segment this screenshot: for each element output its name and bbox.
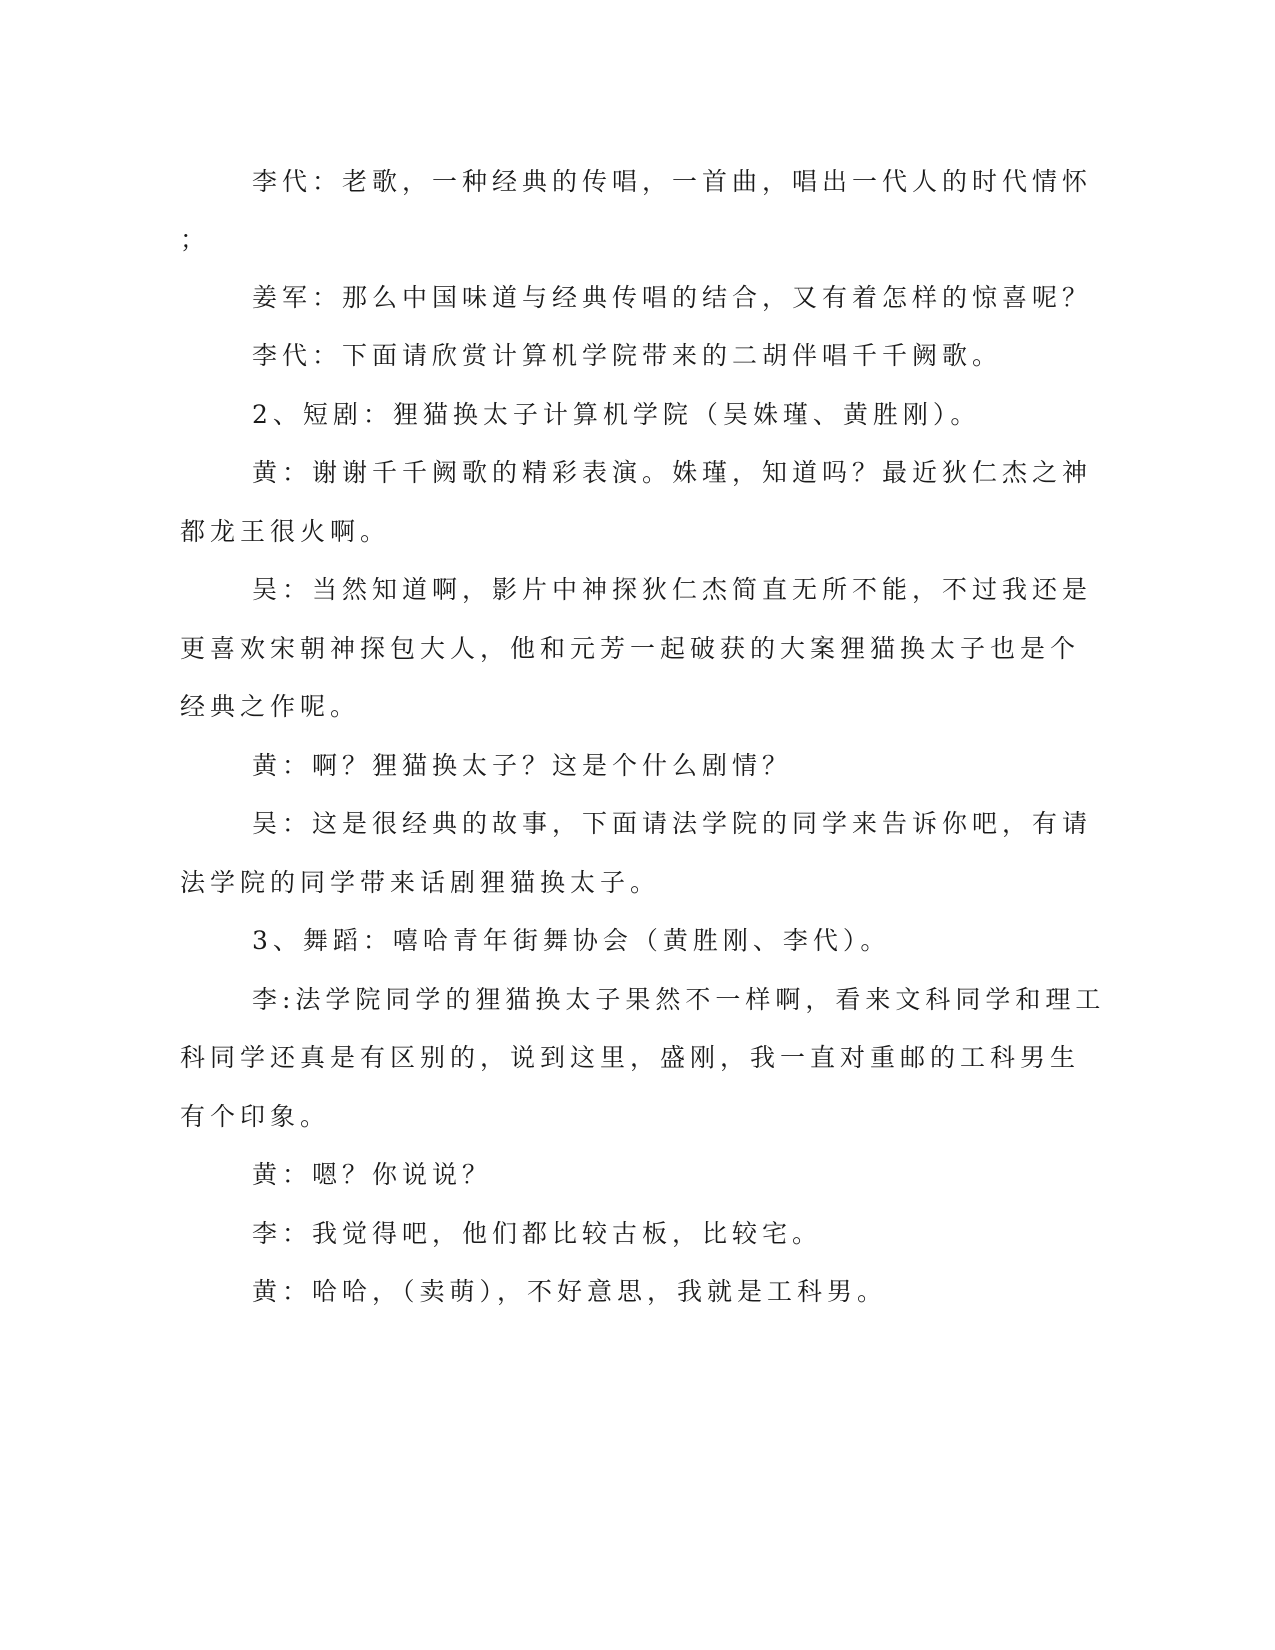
section-heading: 3、舞蹈：嘻哈青年街舞协会（黄胜刚、李代）。 [252, 926, 891, 955]
text-line: 有个印象。 [180, 1102, 331, 1131]
text-line: 李代：老歌，一种经典的传唱，一首曲，唱出一代人的时代情怀 [252, 167, 1093, 196]
text-line: ； [180, 225, 211, 254]
text-line: 都龙王很火啊。 [180, 517, 391, 546]
text-line: 李:法学院同学的狸猫换太子果然不一样啊，看来文科同学和理工 [252, 985, 1106, 1014]
text-line: 经典之作呢。 [180, 692, 361, 721]
text-line: 更喜欢宋朝神探包大人，他和元芳一起破获的大案狸猫换太子也是个 [180, 634, 1081, 663]
text-line: 李：我觉得吧，他们都比较古板，比较宅。 [252, 1219, 823, 1248]
text-line: 李代：下面请欣赏计算机学院带来的二胡伴唱千千阙歌。 [252, 341, 1003, 370]
text-line: 科同学还真是有区别的，说到这里，盛刚，我一直对重邮的工科男生 [180, 1043, 1081, 1072]
text-line: 法学院的同学带来话剧狸猫换太子。 [180, 868, 661, 897]
text-line: 吴：这是很经典的故事，下面请法学院的同学来告诉你吧，有请 [252, 809, 1093, 838]
section-heading: 2、短剧：狸猫换太子计算机学院（吴姝瑾、黄胜刚）。 [252, 400, 981, 429]
text-line: 吴：当然知道啊，影片中神探狄仁杰简直无所不能，不过我还是 [252, 575, 1093, 604]
text-line: 黄：哈哈，（卖萌），不好意思，我就是工科男。 [252, 1277, 888, 1306]
text-line: 黄：啊？狸猫换太子？这是个什么剧情？ [252, 751, 793, 780]
text-line: 黄：嗯？你说说？ [252, 1160, 493, 1189]
text-line: 黄：谢谢千千阙歌的精彩表演。姝瑾，知道吗？最近狄仁杰之神 [252, 458, 1093, 487]
text-line: 姜军：那么中国味道与经典传唱的结合，又有着怎样的惊喜呢？ [252, 283, 1093, 312]
